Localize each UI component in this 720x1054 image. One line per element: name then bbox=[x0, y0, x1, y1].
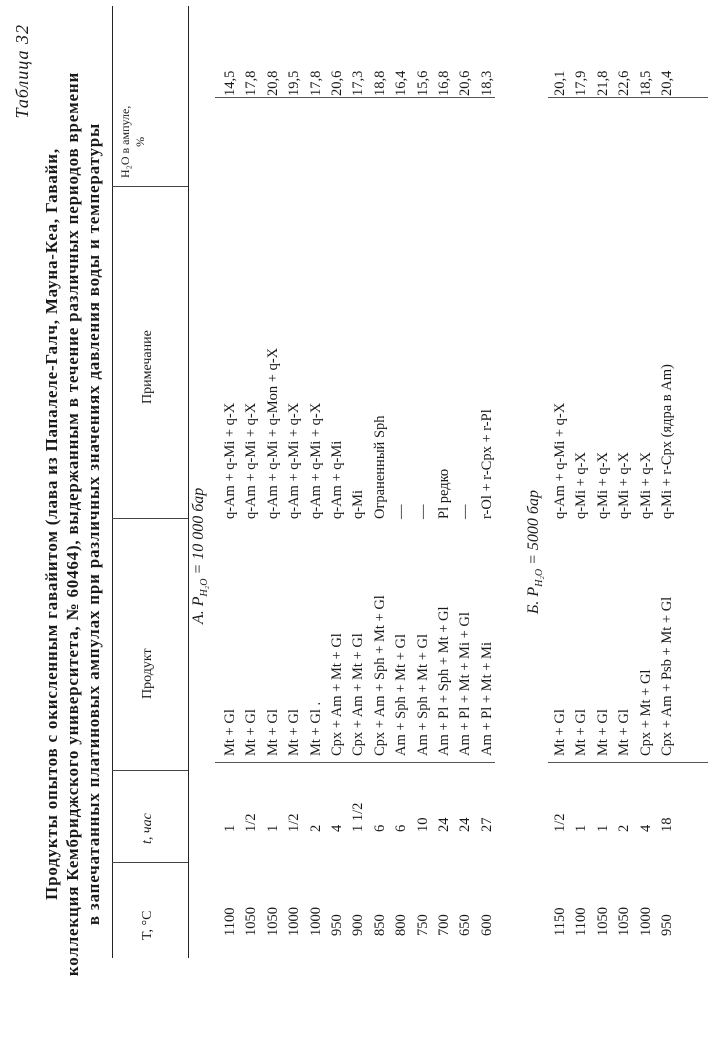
cell-note: q-Mi + r-Cpx (ядра в Am) bbox=[659, 364, 675, 519]
header-divider bbox=[112, 770, 188, 771]
header-water-line2: % bbox=[133, 136, 147, 147]
header-note: Примечание bbox=[140, 330, 155, 404]
cell-time: 4 bbox=[329, 824, 345, 832]
cell-water: 18,8 bbox=[371, 70, 388, 96]
caption-line-2: коллекция Кембриджского университета, № 60464), выдержанным в течение различных периодов времени bbox=[63, 71, 82, 977]
cell-temperature: 950 bbox=[329, 914, 345, 936]
table-row bbox=[638, 0, 659, 1054]
section-a-prefix: А. P bbox=[190, 596, 207, 624]
table-row bbox=[436, 0, 457, 1054]
cell-water: 20,6 bbox=[457, 70, 474, 96]
table-row bbox=[222, 0, 243, 1054]
cell-water: 18,3 bbox=[478, 70, 495, 96]
cell-water: 20,1 bbox=[552, 70, 568, 96]
cell-product: Mt + Gl bbox=[594, 709, 611, 756]
table-number: Таблица 32 bbox=[12, 24, 32, 119]
cell-product: Mt + Gl . bbox=[307, 701, 324, 756]
cell-temperature: 1000 bbox=[637, 907, 654, 936]
cell-temperature: 650 bbox=[457, 914, 474, 936]
cell-note: q-Am + q-Mi + q-X bbox=[552, 402, 568, 519]
cell-water: 19,5 bbox=[286, 70, 303, 96]
header-top-rule bbox=[112, 6, 113, 958]
cell-time: 1 bbox=[573, 824, 590, 832]
cell-temperature: 1000 bbox=[286, 907, 303, 936]
cell-temperature: 850 bbox=[371, 914, 388, 936]
cell-note: — bbox=[414, 504, 431, 519]
cell-water: 16,4 bbox=[393, 70, 410, 96]
section-b-title bbox=[525, 490, 545, 614]
table-row bbox=[415, 0, 436, 1054]
cell-note: r-Ol + r-Cpx + r-Pl bbox=[478, 409, 495, 519]
cell-product: Mt + Gl bbox=[552, 709, 568, 756]
cell-product: Mt + Gl bbox=[222, 709, 238, 756]
table-row bbox=[457, 0, 478, 1054]
table-row bbox=[573, 0, 594, 1054]
cell-product: Mt + Gl bbox=[243, 709, 260, 756]
table-row bbox=[479, 0, 500, 1054]
cell-temperature: 600 bbox=[478, 914, 495, 936]
cell-temperature: 950 bbox=[659, 914, 675, 936]
cell-note: q-Mi + q-X bbox=[573, 452, 590, 519]
cell-temperature: 1100 bbox=[222, 907, 238, 936]
cell-note: q-Am + q-Mi + q-X bbox=[243, 402, 260, 519]
header-time: t, час bbox=[140, 813, 155, 844]
cell-product: Mt + Gl bbox=[616, 709, 633, 756]
cell-temperature: 1050 bbox=[243, 907, 260, 936]
cell-note: Ограненный Sph bbox=[371, 415, 388, 519]
section-a-suffix: = 10 000 бар bbox=[190, 487, 207, 579]
cell-product: Cpx + Am + Psb + Mt + Gl bbox=[659, 596, 675, 756]
caption-line-3: в запечатанных платиновых ампулах при различных значениях давления воды и температуры bbox=[84, 122, 103, 926]
cell-temperature: 1050 bbox=[594, 907, 611, 936]
cell-water: 14,5 bbox=[222, 70, 238, 96]
cell-product: Mt + Gl bbox=[286, 709, 303, 756]
table-row bbox=[659, 0, 680, 1054]
cell-product: Cpx + Am + Sph + Mt + Gl bbox=[371, 595, 388, 756]
cell-note: q-Am + q-Mi + q-X bbox=[222, 402, 238, 519]
section-a-sub: H₂O bbox=[199, 578, 211, 597]
cell-time: 4 bbox=[637, 824, 654, 832]
cell-time: 1/2 bbox=[286, 813, 303, 832]
cell-note: q-Mi bbox=[350, 490, 367, 519]
cell-water: 15,6 bbox=[414, 70, 431, 96]
table-row bbox=[350, 0, 371, 1054]
cell-product: Am + Pl + Sph + Mt + Gl bbox=[436, 606, 452, 756]
header-temperature: T, °C bbox=[140, 910, 155, 940]
cell-time: 1 bbox=[594, 824, 611, 832]
cell-time: 2 bbox=[307, 824, 324, 832]
cell-product: Cpx + Am + Mt + Gl bbox=[350, 633, 367, 756]
table-row bbox=[552, 0, 573, 1054]
cell-water: 22,6 bbox=[616, 70, 633, 96]
cell-note: q-Am + q-Mi bbox=[329, 440, 345, 519]
section-b-suffix: = 5000 бар bbox=[525, 490, 542, 569]
section-b-sub: H₂O bbox=[534, 568, 546, 587]
cell-product: Cpx + Am + Mt + Gl bbox=[329, 633, 345, 756]
cell-product: Am + Sph + Mt + Gl bbox=[393, 633, 410, 756]
header-divider bbox=[112, 862, 188, 863]
header-bottom-rule bbox=[188, 6, 189, 958]
cell-water: 17,3 bbox=[350, 70, 367, 96]
cell-water: 16,8 bbox=[436, 70, 452, 96]
table-row bbox=[265, 0, 286, 1054]
header-divider bbox=[112, 518, 188, 519]
header-water-line1: H₂O в ампуле, bbox=[118, 105, 132, 178]
cell-note: q-Am + q-Mi + q-X bbox=[286, 402, 303, 519]
table-row bbox=[243, 0, 264, 1054]
cell-note: q-Mi + q-X bbox=[616, 452, 633, 519]
table-row bbox=[286, 0, 307, 1054]
cell-time: 24 bbox=[457, 817, 474, 832]
cell-time: 1 bbox=[222, 824, 238, 832]
cell-time: 1/2 bbox=[552, 813, 568, 832]
cell-water: 18,5 bbox=[637, 70, 654, 96]
table-row bbox=[329, 0, 350, 1054]
section-b-prefix: Б. P bbox=[525, 586, 542, 614]
cell-product: Am + Sph + Mt + Gl bbox=[414, 633, 431, 756]
cell-temperature: 1050 bbox=[264, 907, 281, 936]
table-row bbox=[616, 0, 637, 1054]
cell-temperature: 1100 bbox=[573, 907, 590, 936]
cell-temperature: 1150 bbox=[552, 907, 568, 936]
table-row bbox=[595, 0, 616, 1054]
cell-water: 17,8 bbox=[243, 70, 260, 96]
cell-time: 1/2 bbox=[243, 813, 260, 832]
cell-time: 24 bbox=[436, 817, 452, 832]
cell-time: 2 bbox=[616, 824, 633, 832]
cell-product: Am + Pl + Mt + Mi + Gl bbox=[457, 612, 474, 756]
cell-time: 27 bbox=[478, 817, 495, 832]
cell-time: 1 1/2 bbox=[350, 802, 367, 832]
cell-water: 20,4 bbox=[659, 70, 675, 96]
cell-temperature: 1050 bbox=[616, 907, 633, 936]
cell-water: 20,8 bbox=[264, 70, 281, 96]
cell-note: q-Mi + q-X bbox=[594, 452, 611, 519]
header-product: Продукт bbox=[140, 648, 155, 699]
cell-water: 17,8 bbox=[307, 70, 324, 96]
cell-product: Am + Pl + Mt + Mi bbox=[478, 642, 495, 756]
cell-time: 6 bbox=[393, 824, 410, 832]
cell-time: 1 bbox=[264, 824, 281, 832]
cell-water: 17,9 bbox=[573, 70, 590, 96]
section-a-title bbox=[190, 488, 210, 624]
table-row bbox=[393, 0, 414, 1054]
cell-temperature: 800 bbox=[393, 914, 410, 936]
cell-temperature: 1000 bbox=[307, 907, 324, 936]
cell-temperature: 900 bbox=[350, 914, 367, 936]
cell-note: q-Am + q-Mi + q-X bbox=[307, 402, 324, 519]
table-row bbox=[308, 0, 329, 1054]
table-row bbox=[372, 0, 393, 1054]
cell-note: q-Mi + q-X bbox=[637, 452, 654, 519]
cell-note: — bbox=[457, 504, 474, 519]
cell-product: Mt + Gl bbox=[573, 709, 590, 756]
cell-note: q-Am + q-Mi + q-Mon + q-X bbox=[264, 347, 281, 519]
header-divider bbox=[112, 186, 188, 187]
cell-time: 6 bbox=[371, 824, 388, 832]
cell-temperature: 700 bbox=[436, 914, 452, 936]
cell-time: 18 bbox=[659, 817, 675, 832]
cell-time: 10 bbox=[414, 817, 431, 832]
header-water-content bbox=[118, 106, 148, 178]
cell-water: 21,8 bbox=[594, 70, 611, 96]
cell-note: — bbox=[393, 504, 410, 519]
cell-product: Mt + Gl bbox=[264, 709, 281, 756]
cell-temperature: 750 bbox=[414, 914, 431, 936]
cell-note: Pl редко bbox=[436, 468, 452, 519]
cell-water: 20,6 bbox=[329, 70, 345, 96]
caption-line-1: Продукты опытов с окисленным гавайитом (лава из Папалеле-Галч, Мауна-Кеа, Гавайи, bbox=[42, 148, 61, 900]
cell-product: Cpx + Mt + Gl bbox=[637, 669, 654, 756]
